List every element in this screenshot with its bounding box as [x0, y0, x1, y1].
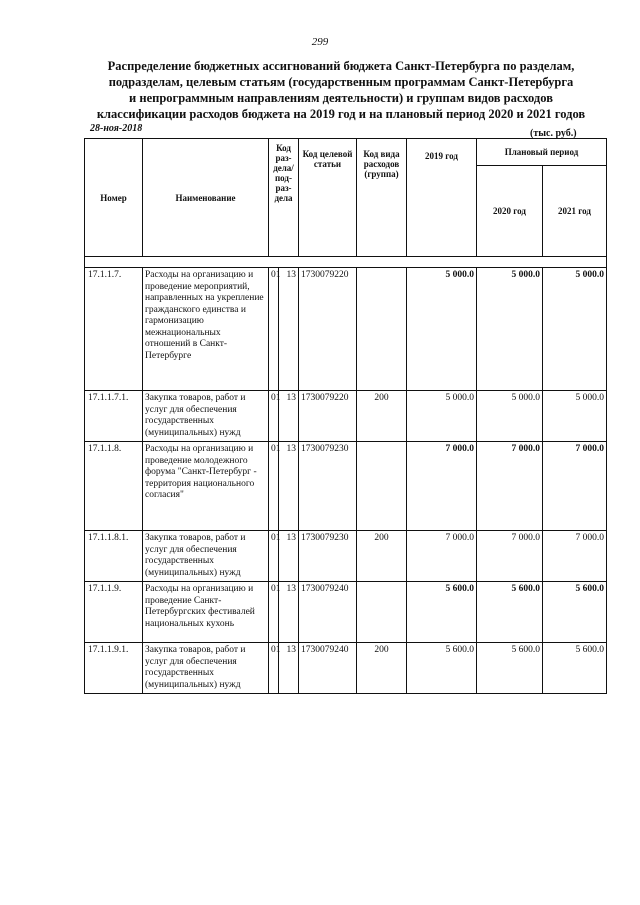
row-group [357, 442, 407, 531]
row-section: 01 [269, 442, 279, 531]
row-2021: 5 000.0 [543, 268, 607, 391]
row-subsection: 13 [279, 582, 299, 643]
row-group: 200 [357, 643, 407, 694]
row-2020: 7 000.0 [477, 442, 543, 531]
row-subsection: 13 [279, 268, 299, 391]
table-row [85, 582, 607, 643]
row-name: Расходы на организацию и проведение молодежного форума "Санкт-Петербург - территория национального согласия" [143, 442, 269, 531]
page-number: 299 [311, 36, 329, 48]
row-2020: 5 600.0 [477, 643, 543, 694]
row-group [357, 268, 407, 391]
row-subsection: 13 [279, 643, 299, 694]
row-2019: 5 000.0 [407, 268, 477, 391]
row-2021: 7 000.0 [543, 442, 607, 531]
row-target: 1730079220 [299, 391, 357, 442]
row-name: Закупка товаров, работ и услуг для обеспечения государственных (муниципальных) нужд [143, 391, 269, 442]
row-target: 1730079220 [299, 268, 357, 391]
row-subsection: 13 [279, 442, 299, 531]
header-2021: 2021 год [543, 166, 607, 257]
row-2020: 7 000.0 [477, 531, 543, 582]
row-name: Закупка товаров, работ и услуг для обеспечения государственных (муниципальных) нужд [143, 643, 269, 694]
row-section: 01 [269, 391, 279, 442]
document-date: 28-ноя-2018 [90, 123, 143, 134]
row-target: 1730079230 [299, 442, 357, 531]
row-2021: 5 600.0 [543, 582, 607, 643]
title-line-1: Распределение бюджетных ассигнований бюджета Санкт-Петербурга по разделам, [107, 59, 575, 73]
header-2019: 2019 год [407, 139, 477, 257]
header-name: Наименование [143, 139, 269, 257]
title-line-2: подразделам, целевым статьям (государственным программам Санкт-Петербурга [108, 75, 574, 89]
row-group [357, 582, 407, 643]
row-2019: 5 600.0 [407, 582, 477, 643]
row-section: 01 [269, 268, 279, 391]
row-group: 200 [357, 531, 407, 582]
header-planned-period: Плановый период [477, 139, 607, 166]
row-2019: 5 000.0 [407, 391, 477, 442]
row-number: 17.1.1.7.1. [85, 391, 143, 442]
table-row [85, 268, 607, 391]
row-name: Закупка товаров, работ и услуг для обеспечения государственных (муниципальных) нужд [143, 531, 269, 582]
row-2021: 7 000.0 [543, 531, 607, 582]
row-2020: 5 600.0 [477, 582, 543, 643]
row-subsection: 13 [279, 531, 299, 582]
row-number: 17.1.1.9.1. [85, 643, 143, 694]
row-name: Расходы на организацию и проведение Санкт-Петербургских фестивалей национальных кухонь [143, 582, 269, 643]
header-section-code: Код раз- дела/ под- раз- дела [269, 139, 299, 257]
header-expense-group: Код вида расходов (группа) [357, 139, 407, 257]
row-section: 01 [269, 531, 279, 582]
row-number: 17.1.1.7. [85, 268, 143, 391]
title-line-3: и непрограммным направлениям деятельности) и группам видов расходов [129, 91, 553, 105]
table-row [85, 391, 607, 442]
row-target: 1730079230 [299, 531, 357, 582]
title-line-4: классификации расходов бюджета на 2019 год и на плановый период 2020 и 2021 годов [96, 107, 586, 121]
row-2020: 5 000.0 [477, 268, 543, 391]
row-2019: 7 000.0 [407, 442, 477, 531]
row-2021: 5 600.0 [543, 643, 607, 694]
header-2020: 2020 год [477, 166, 543, 257]
table-row [85, 643, 607, 694]
row-2021: 5 000.0 [543, 391, 607, 442]
row-2019: 5 600.0 [407, 643, 477, 694]
row-name: Расходы на организацию и проведение мероприятий, направленных на укрепление гражданского единства и гармонизацию межнациональных отношений в Санкт-Петербурге [143, 268, 269, 391]
header-number: Номер [85, 139, 143, 257]
table-row [85, 531, 607, 582]
table-row [85, 442, 607, 531]
row-number: 17.1.1.9. [85, 582, 143, 643]
row-2019: 7 000.0 [407, 531, 477, 582]
row-number: 17.1.1.8.1. [85, 531, 143, 582]
row-2020: 5 000.0 [477, 391, 543, 442]
row-target: 1730079240 [299, 643, 357, 694]
row-number: 17.1.1.8. [85, 442, 143, 531]
budget-table [84, 138, 607, 694]
row-target: 1730079240 [299, 582, 357, 643]
row-section: 01 [269, 643, 279, 694]
units-label: (тыс. руб.) [530, 128, 577, 139]
header-spacer [85, 257, 607, 268]
row-group: 200 [357, 391, 407, 442]
row-subsection: 13 [279, 391, 299, 442]
document-title [86, 58, 596, 122]
row-section: 01 [269, 582, 279, 643]
header-target-code: Код целевой статьи [299, 139, 357, 257]
